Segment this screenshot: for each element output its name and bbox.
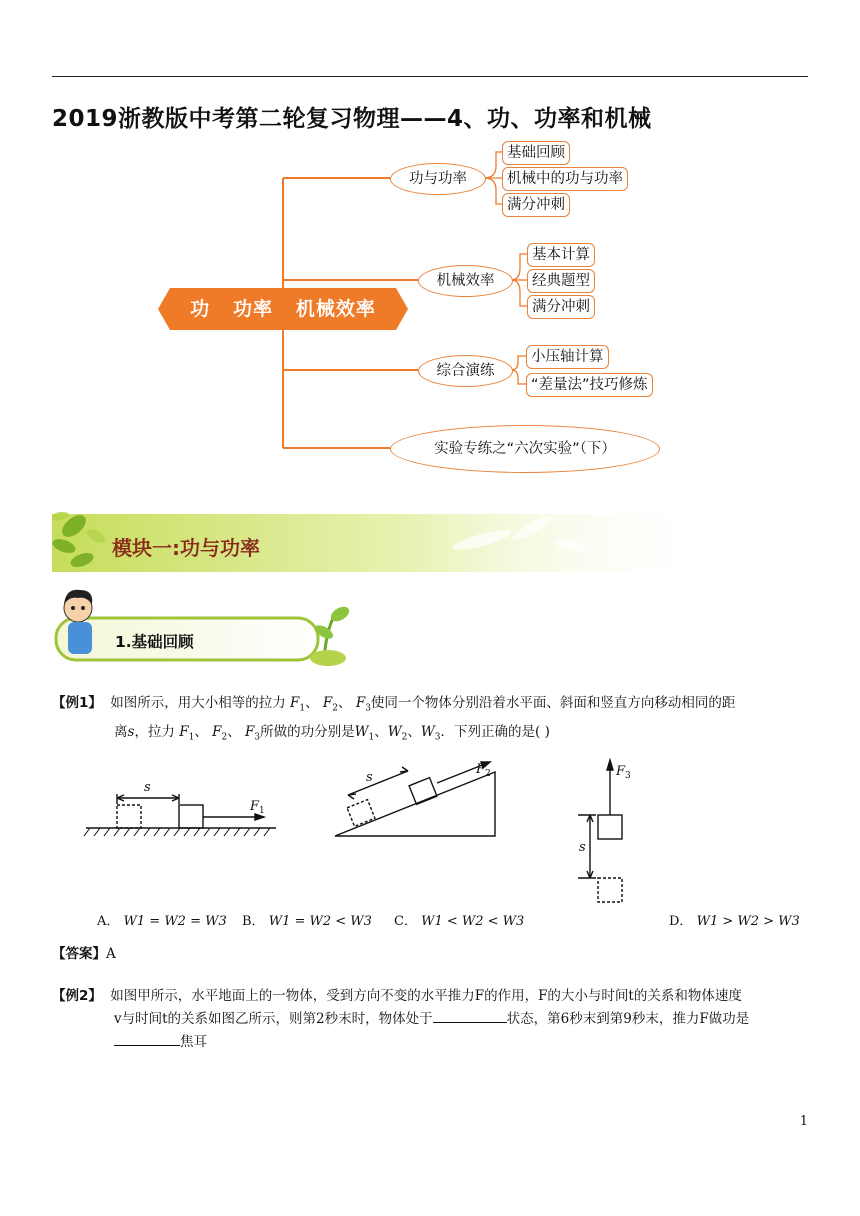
subsection-title: 1.基础回顾: [115, 633, 194, 651]
svg-text:2: 2: [485, 769, 491, 779]
example1-label: 【例1】: [52, 695, 102, 711]
leaf-classic-problems: 经典题型: [527, 269, 595, 293]
option-a: A． W1 = W2 = W3: [97, 914, 227, 929]
example1-answer: [52, 943, 116, 966]
mindmap-center-label: 功 功率 机械效率: [190, 298, 376, 320]
leaf-basic-review: 基础回顾: [502, 141, 570, 165]
fig2-F-label: F: [476, 762, 486, 777]
answer-value: A: [106, 946, 116, 962]
option-d: D． W1 > W2 > W3: [669, 914, 800, 929]
branch-work-power: 功与功率: [390, 163, 486, 195]
fig3-F-label: F: [616, 764, 626, 779]
blank-work: [114, 1031, 180, 1046]
branch-mechanical-efficiency: 机械效率: [418, 265, 513, 297]
leaf-basic-calc: 基本计算: [527, 243, 595, 267]
page-number: 1: [799, 1114, 808, 1129]
mindmap-connectors: [0, 0, 860, 480]
svg-text:3: 3: [625, 771, 631, 781]
module-title: 模块一:功与功率: [112, 536, 260, 560]
leaf-difference-method: “差量法”技巧修炼: [526, 373, 653, 397]
leaf-full-score-1: 满分冲刺: [502, 193, 570, 217]
fig3-s-label: s: [579, 840, 586, 855]
leaf-full-score-2: 满分冲刺: [527, 295, 595, 319]
fig1-s-label: s: [144, 780, 151, 795]
example2-label: 【例2】: [52, 988, 102, 1004]
fig2-s-label: s: [366, 770, 373, 785]
option-c: C． W1 < W2 < W3: [394, 914, 525, 929]
answer-label: 【答案】: [52, 946, 106, 962]
svg-text:1: 1: [259, 806, 265, 816]
option-b: B． W1 = W2 < W3: [242, 914, 372, 929]
leaf-small-final-calc: 小压轴计算: [526, 345, 609, 369]
example2-question: 【例2】 如图甲所示，水平地面上的一物体，受到方向不变的水平推力F的作用，F的大小与时间t的关系和物体速度 v与时间t的关系如图乙所示，则第2秒末时，物体处于 状态，第6秒末到第9秒末，推力F做功是 焦耳: [52, 988, 750, 1050]
document-title: 2019浙教版中考第二轮复习物理——4、功、功率和机械: [52, 106, 652, 132]
example1-question: 【例1】 如图所示，用大小相等的拉力 $F_1$、 $F_2$、 $F_3$使同一个物体分别沿着水平面、斜面和竖直方向移动相同的距 离s，拉力 $F_1$、 $F_2$、 $F_3$所做的功分别是$W_1$、$W_2$、$W_3$．下列正确的是( ): [52, 695, 736, 743]
blank-state: [433, 1008, 507, 1023]
fig1-F-label: F: [250, 799, 260, 814]
branch-experiment: 实验专练之“六次实验”（下）: [390, 425, 660, 473]
example1-figures: [80, 758, 680, 908]
leaf-work-power-machines: 机械中的功与功率: [502, 167, 628, 191]
branch-comprehensive-practice: 综合演练: [418, 355, 513, 387]
subsection-bar: [52, 582, 352, 672]
